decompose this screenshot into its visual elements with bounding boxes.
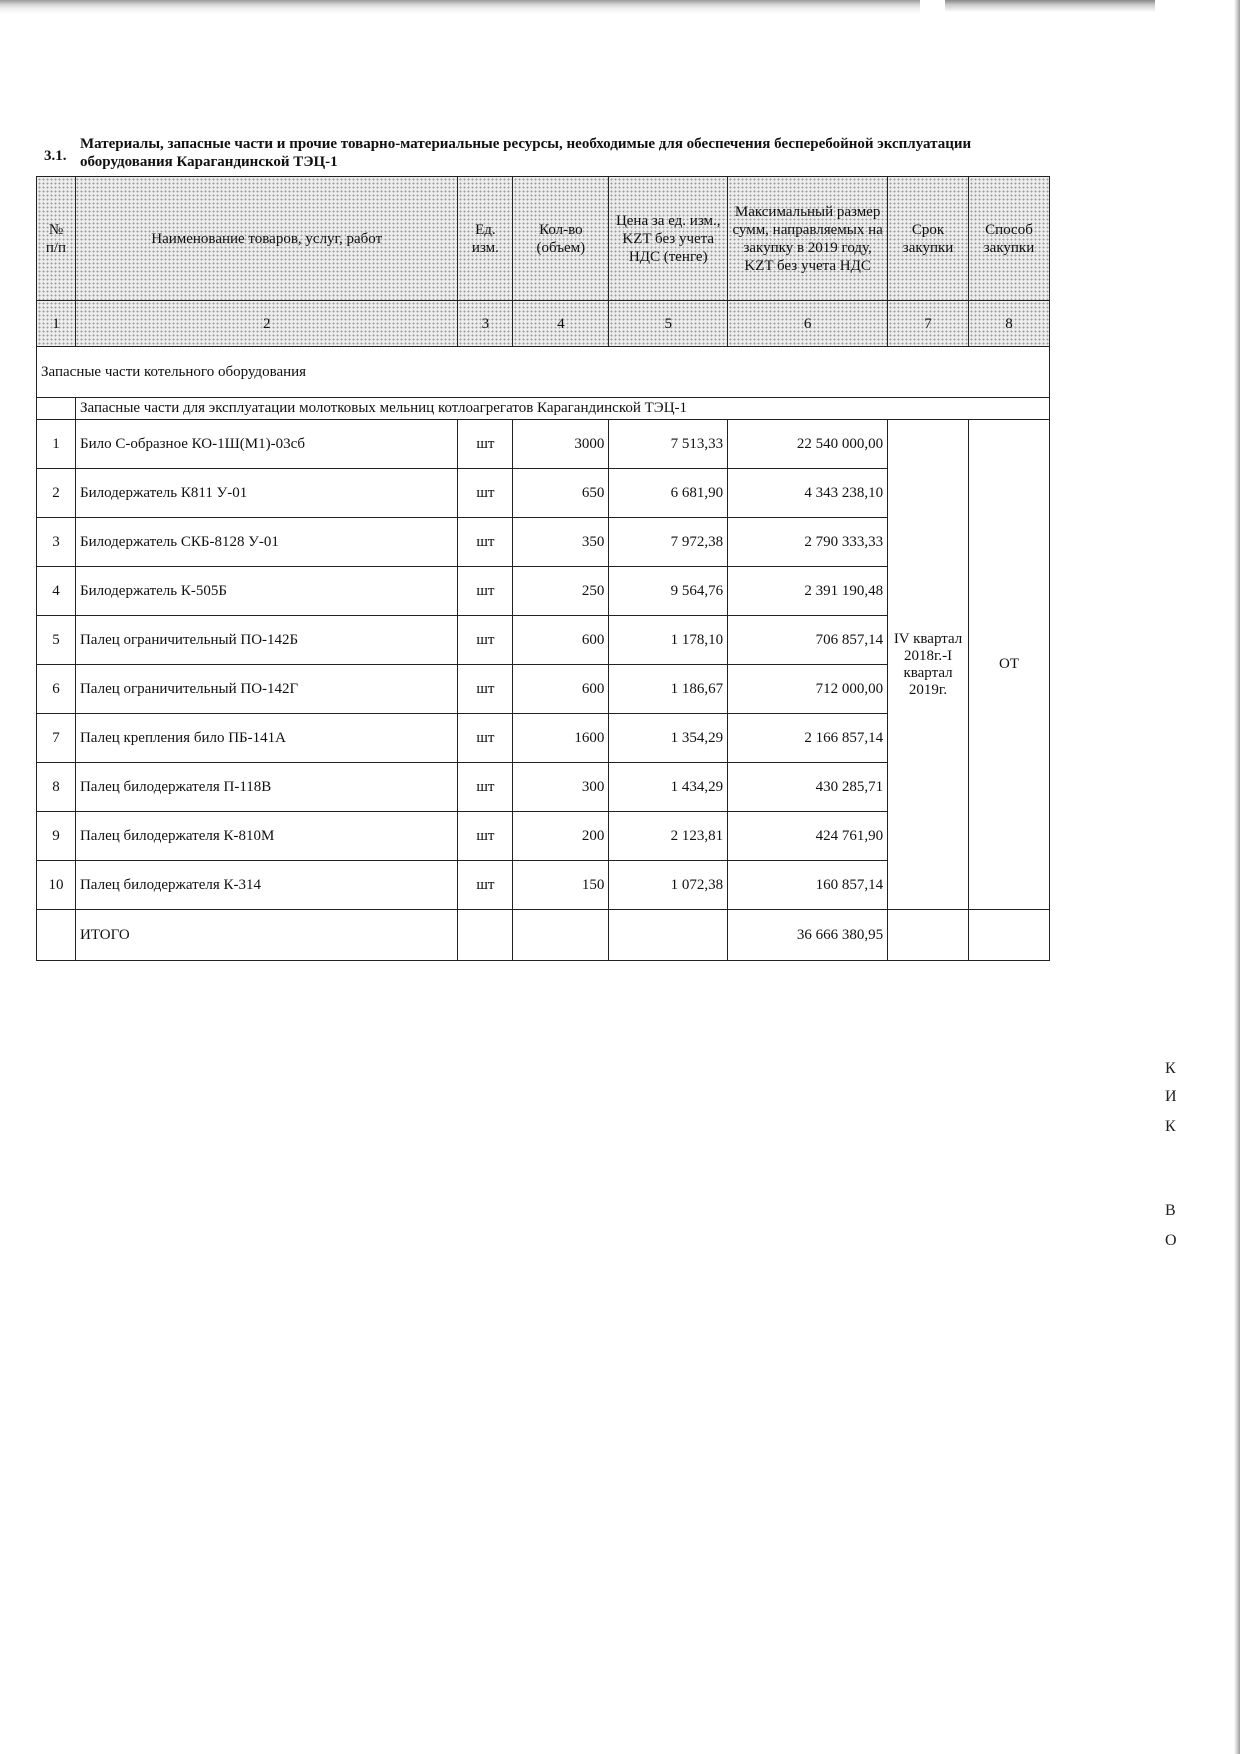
item-name: Било С-образное КО-1Ш(М1)-03сб [75,420,457,469]
subcategory-empty-cell [37,398,76,420]
category-label: Запасные части котельного оборудования [37,347,1050,398]
row-number: 5 [37,616,76,665]
item-price: 1 434,29 [609,763,728,812]
item-quantity: 200 [513,812,609,861]
row-number: 4 [37,567,76,616]
item-price: 7 972,38 [609,518,728,567]
item-unit: шт [458,469,513,518]
margin-letter: К [1165,1060,1176,1077]
item-price: 6 681,90 [609,469,728,518]
header-price: Цена за ед. изм., KZT без учета НДС (тенге) [609,177,728,301]
margin-letter: В [1165,1202,1176,1219]
total-empty-cell [969,910,1050,961]
item-quantity: 600 [513,665,609,714]
item-sum: 2 166 857,14 [728,714,888,763]
item-price: 1 354,29 [609,714,728,763]
item-name: Палец крепления било ПБ-141А [75,714,457,763]
column-number: 5 [609,301,728,347]
row-number: 1 [37,420,76,469]
margin-letter: К [1165,1118,1176,1135]
row-number: 2 [37,469,76,518]
procurement-method: ОТ [969,420,1050,910]
header-unit: Ед. изм. [458,177,513,301]
item-sum: 22 540 000,00 [728,420,888,469]
item-quantity: 1600 [513,714,609,763]
column-number: 2 [75,301,457,347]
header-name: Наименование товаров, услуг, работ [75,177,457,301]
item-quantity: 350 [513,518,609,567]
margin-letter: О [1165,1232,1177,1249]
item-quantity: 250 [513,567,609,616]
item-sum: 4 343 238,10 [728,469,888,518]
column-number: 8 [969,301,1050,347]
item-unit: шт [458,812,513,861]
item-quantity: 300 [513,763,609,812]
category-row [37,347,1050,398]
item-quantity: 3000 [513,420,609,469]
column-number-row [37,301,1050,347]
item-sum: 712 000,00 [728,665,888,714]
section-number: 3.1. [44,148,67,164]
item-price: 1 072,38 [609,861,728,910]
item-quantity: 600 [513,616,609,665]
total-empty-cell [37,910,76,961]
table-row [37,420,1050,469]
scan-artifact-top-right [945,0,1155,14]
item-name: Палец билодержателя К-810М [75,812,457,861]
subcategory-label: Запасные части для эксплуатации молотковых мельниц котлоагрегатов Карагандинской ТЭЦ-1 [75,398,1049,420]
column-number: 3 [458,301,513,347]
total-label: ИТОГО [75,910,457,961]
procurement-term: IV квартал 2018г.-I квартал 2019г. [888,420,969,910]
row-number: 6 [37,665,76,714]
column-number: 6 [728,301,888,347]
header-method: Способ закупки [969,177,1050,301]
item-name: Билодержатель К-505Б [75,567,457,616]
item-sum: 424 761,90 [728,812,888,861]
item-price: 2 123,81 [609,812,728,861]
item-unit: шт [458,665,513,714]
row-number: 7 [37,714,76,763]
row-number: 3 [37,518,76,567]
item-name: Билодержатель К811 У-01 [75,469,457,518]
header-term: Срок закупки [888,177,969,301]
item-name: Палец билодержателя П-118В [75,763,457,812]
item-sum: 2 790 333,33 [728,518,888,567]
margin-letter: И [1165,1088,1177,1105]
subcategory-row [37,398,1050,420]
total-empty-cell [513,910,609,961]
scan-artifact-top [0,0,920,14]
total-empty-cell [458,910,513,961]
total-sum: 36 666 380,95 [728,910,888,961]
total-empty-cell [888,910,969,961]
header-quantity: Кол-во (объем) [513,177,609,301]
item-price: 7 513,33 [609,420,728,469]
item-name: Палец ограничительный ПО-142Б [75,616,457,665]
item-sum: 2 391 190,48 [728,567,888,616]
procurement-table [36,176,1050,961]
column-number: 1 [37,301,76,347]
item-quantity: 650 [513,469,609,518]
row-number: 10 [37,861,76,910]
item-price: 1 186,67 [609,665,728,714]
total-row [37,910,1050,961]
item-sum: 160 857,14 [728,861,888,910]
item-sum: 706 857,14 [728,616,888,665]
item-unit: шт [458,420,513,469]
section-title: Материалы, запасные части и прочие товарно-материальные ресурсы, необходимые для обеспечения бесперебойной эксплуатации оборудования Карагандинской ТЭЦ-1 [80,136,972,170]
item-price: 9 564,76 [609,567,728,616]
scan-artifact-right-edge [1234,0,1240,1754]
header-number: № п/п [37,177,76,301]
item-unit: шт [458,567,513,616]
column-number: 4 [513,301,609,347]
row-number: 8 [37,763,76,812]
item-name: Палец ограничительный ПО-142Г [75,665,457,714]
total-empty-cell [609,910,728,961]
header-row [37,177,1050,301]
item-sum: 430 285,71 [728,763,888,812]
item-name: Билодержатель СКБ-8128 У-01 [75,518,457,567]
header-max-sum: Максимальный размер сумм, направляемых на закупку в 2019 году, KZT без учета НДС [728,177,888,301]
item-unit: шт [458,714,513,763]
item-unit: шт [458,616,513,665]
item-unit: шт [458,763,513,812]
column-number: 7 [888,301,969,347]
item-name: Палец билодержателя К-314 [75,861,457,910]
row-number: 9 [37,812,76,861]
item-unit: шт [458,861,513,910]
item-quantity: 150 [513,861,609,910]
item-unit: шт [458,518,513,567]
item-price: 1 178,10 [609,616,728,665]
